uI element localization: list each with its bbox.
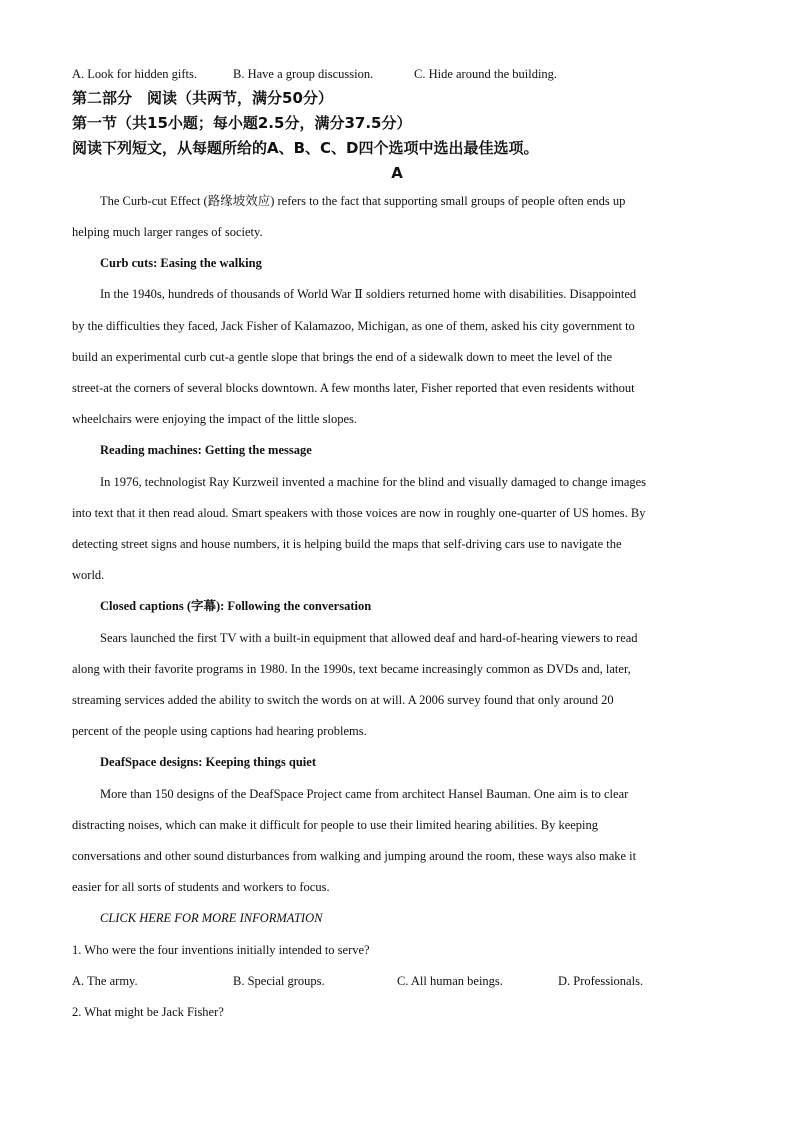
part-title: 第二部分 阅读（共两节，满分50分） (72, 89, 333, 107)
prev-option-c: C. Hide around the building. (414, 67, 558, 81)
paragraph-line: build an experimental curb cut-a gentle slope that brings the end of a sidewalk down to meet the level of the (72, 350, 613, 364)
paragraph-line: conversations and other sound disturbances from walking and jumping around the room, these ways also make it (72, 849, 637, 863)
passage-label: A (391, 164, 403, 182)
more-info-link: CLICK HERE FOR MORE INFORMATION (100, 911, 323, 925)
paragraph-line: wheelchairs were enjoying the impact of the little slopes. (72, 412, 357, 426)
section-heading-reading-machines: Reading machines: Getting the message (100, 443, 312, 457)
paragraph-line: by the difficulties they faced, Jack Fisher of Kalamazoo, Michigan, as one of them, asked his city government to (72, 319, 635, 333)
instructions: 阅读下列短文，从每题所给的A、B、C、D四个选项中选出最佳选项。 (72, 139, 539, 157)
paragraph-line: into text that it then read aloud. Smart speakers with those voices are now in roughly one-quarter of US homes. By (72, 506, 646, 520)
question-2-stem: 2. What might be Jack Fisher? (72, 1005, 224, 1019)
question-1-stem: 1. Who were the four inventions initially intended to serve? (72, 943, 370, 957)
prev-option-b: B. Have a group discussion. (233, 67, 374, 81)
paragraph-line: In the 1940s, hundreds of thousands of World War Ⅱ soldiers returned home with disabilities. Disappointed (100, 287, 637, 301)
intro-line: helping much larger ranges of society. (72, 225, 263, 239)
paragraph-line: In 1976, technologist Ray Kurzweil invented a machine for the blind and visually damaged to change images (100, 475, 647, 489)
paragraph-line: detecting street signs and house numbers, it is helping build the maps that self-driving cars use to navigate the (72, 537, 622, 551)
paragraph-line: More than 150 designs of the DeafSpace Project came from architect Hansel Bauman. One aim is to clear (100, 787, 629, 801)
question-1-option-d: D. Professionals. (558, 974, 644, 988)
question-1-option-b: B. Special groups. (233, 974, 325, 988)
paragraph-line: street-at the corners of several blocks downtown. A few months later, Fisher reported that even residents without (72, 381, 635, 395)
paragraph-line: easier for all sorts of students and workers to focus. (72, 880, 330, 894)
section-heading-curb-cuts: Curb cuts: Easing the walking (100, 256, 262, 270)
paragraph-line: distracting noises, which can make it difficult for people to use their limited hearing abilities. By keeping (72, 818, 599, 832)
question-1-option-a: A. The army. (72, 974, 138, 988)
paragraph-line: along with their favorite programs in 1980. In the 1990s, text became increasingly common as DVDs and, later, (72, 662, 631, 676)
paragraph-line: streaming services added the ability to switch the words on at will. A 2006 survey found that only around 20 (72, 693, 614, 707)
paragraph-line: world. (72, 568, 105, 582)
paragraph-line: percent of the people using captions had hearing problems. (72, 724, 367, 738)
section-heading-deafspace: DeafSpace designs: Keeping things quiet (100, 755, 316, 769)
prev-option-a: A. Look for hidden gifts. (72, 67, 197, 81)
paragraph-line: Sears launched the first TV with a built-in equipment that allowed deaf and hard-of-hearing viewers to read (100, 631, 638, 645)
subsection-title: 第一节（共15小题；每小题2.5分，满分37.5分） (72, 114, 412, 132)
section-heading-closed-captions: Closed captions (字幕): Following the conversation (100, 599, 372, 613)
intro-line: The Curb-cut Effect (路缘坡效应) refers to the fact that supporting small groups of people often ends up (100, 194, 626, 208)
question-1-option-c: C. All human beings. (397, 974, 503, 988)
